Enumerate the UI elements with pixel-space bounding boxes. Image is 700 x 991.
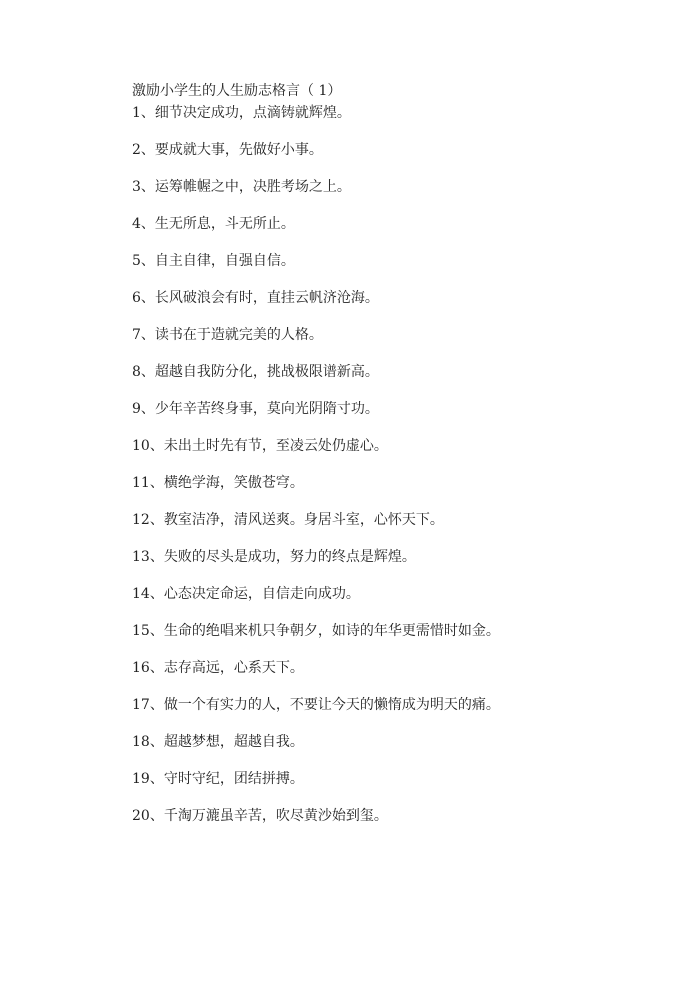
list-item [132,400,512,419]
list-item [132,659,512,678]
item-number: 18、 [132,734,164,750]
item-number: 11、 [132,475,164,491]
item-text: 生无所息，斗无所止。 [154,216,295,232]
list-item [132,807,512,826]
list-item [132,622,512,641]
item-number: 15、 [132,623,164,639]
item-text: 要成就大事，先做好小事。 [154,142,323,158]
document-title: 激励小学生的人生励志格言（ 1） [132,83,342,99]
item-number: 2、 [132,142,155,158]
item-text: 读书在于造就完美的人格。 [154,327,323,343]
list-item [132,252,512,271]
item-text: 千淘万漉虽辛苦，吹尽黄沙始到玺。 [163,808,388,824]
item-text: 自主自律，自强自信。 [154,253,295,269]
item-number: 3、 [132,179,155,195]
list-item [132,215,512,234]
item-text: 教室洁净，清风送爽。身居斗室，心怀天下。 [163,512,444,528]
item-number: 17、 [132,697,164,713]
list-item [132,733,512,752]
item-text: 少年辛苦终身事，莫向光阴隋寸功。 [154,401,379,417]
item-text: 志存高远，心系天下。 [163,660,304,676]
list-item [132,178,512,197]
list-item [132,437,512,456]
list-item [132,585,512,604]
item-number: 12、 [132,512,164,528]
item-number: 7、 [132,327,155,343]
item-number: 5、 [132,253,155,269]
item-text: 失败的尽头是成功，努力的终点是辉煌。 [163,549,416,565]
item-number: 4、 [132,216,155,232]
item-text: 长风破浪会有时，直挂云帆济沧海。 [154,290,379,306]
list-item [132,474,512,493]
item-text: 细节决定成功，点滴铸就辉煌。 [154,105,351,121]
item-text: 未出土时先有节，至凌云处仍虚心。 [163,438,388,454]
item-number: 14、 [132,586,164,602]
document-page [132,82,512,844]
list-item [132,770,512,789]
list-item [132,696,512,715]
item-text: 超越梦想，超越自我。 [163,734,304,750]
item-number: 13、 [132,549,164,565]
item-text: 心态决定命运，自信走向成功。 [163,586,360,602]
item-text: 横绝学海，笑傲苍穹。 [163,475,304,491]
item-number: 1、 [132,105,155,121]
list-item [132,289,512,308]
list-item [132,548,512,567]
item-number: 16、 [132,660,164,676]
list-item [132,141,512,160]
item-text: 生命的绝唱来机只争朝夕，如诗的年华更需惜时如金。 [163,623,500,639]
item-number: 20、 [132,808,164,824]
item-number: 8、 [132,364,155,380]
item-number: 10、 [132,438,164,454]
item-number: 6、 [132,290,155,306]
item-text: 做一个有实力的人，不要让今天的懒惰成为明天的痛。 [163,697,500,713]
list-item [132,326,512,345]
item-text: 运筹帷幄之中，决胜考场之上。 [154,179,351,195]
list-item [132,363,512,382]
list-item [132,104,512,123]
list-item [132,511,512,530]
item-number: 9、 [132,401,155,417]
item-text: 超越自我防分化，挑战极限谱新高。 [154,364,379,380]
item-text: 守时守纪，团结拼搏。 [163,771,304,787]
item-number: 19、 [132,771,164,787]
